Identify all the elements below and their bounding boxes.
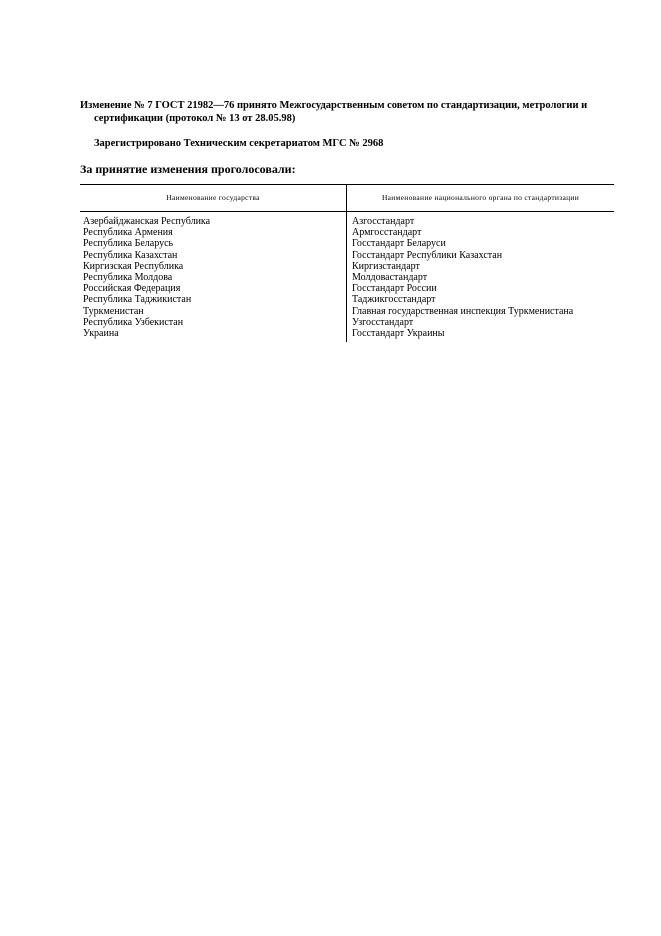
standards-body-cell: Армгосстандарт (352, 227, 422, 239)
state-cell: Республика Молдова (83, 271, 173, 283)
standards-body-cell: Таджикгосстандарт (352, 294, 436, 306)
heading-line-2: сертификации (протокол № 13 от 28.05.98) (94, 113, 296, 124)
table-row (80, 227, 614, 238)
header-standards-body: Наименование национального органа по стандартизации (381, 193, 580, 202)
state-cell: Украина (83, 327, 119, 339)
table-row (80, 216, 614, 227)
standards-body-cell: Азгосстандарт (352, 216, 415, 227)
table-row (80, 250, 614, 261)
state-cell: Республика Таджикистан (83, 294, 192, 306)
standards-body-cell: Киргизстандарт (352, 260, 420, 272)
standards-body-cell: Узгосстандарт (352, 316, 414, 328)
table-row (80, 261, 614, 272)
table-row (80, 294, 614, 305)
state-cell: Азербайджанская Республика (83, 216, 211, 227)
table-row (80, 238, 614, 249)
state-cell: Республика Узбекистан (83, 316, 184, 328)
standards-body-cell: Госстандарт России (352, 283, 437, 295)
state-cell: Республика Армения (83, 227, 173, 239)
heading-line-1: Изменение № 7 ГОСТ 21982—76 принято Межгосударственным советом по стандартизации, метрологии и (80, 100, 588, 111)
standards-body-cell: Молдовастандарт (352, 271, 428, 283)
standards-body-cell: Госстандарт Беларуси (352, 238, 446, 250)
voted-title: За принятие изменения проголосовали: (80, 162, 296, 176)
state-cell: Туркменистан (83, 305, 144, 317)
state-cell: Республика Казахстан (83, 249, 178, 261)
state-cell: Российская Федерация (83, 283, 181, 295)
state-cell: Республика Беларусь (83, 238, 174, 250)
table-row (80, 328, 614, 339)
standards-body-cell: Главная государственная инспекция Туркменистана (352, 305, 574, 317)
table-row (80, 272, 614, 283)
registration-note: Зарегистрировано Техническим секретариатом МГС № 2968 (94, 138, 384, 149)
standards-body-cell: Госстандарт Украины (352, 327, 445, 339)
standards-body-cell: Госстандарт Республики Казахстан (352, 249, 503, 261)
state-cell: Киргизская Республика (83, 260, 184, 272)
table-row (80, 283, 614, 294)
table-body (80, 212, 614, 346)
table-row (80, 306, 614, 317)
amendment-heading (80, 99, 620, 125)
table-row (80, 317, 614, 328)
voting-table (80, 184, 614, 346)
table-header (80, 184, 614, 212)
header-state: Наименование государства (166, 193, 260, 202)
